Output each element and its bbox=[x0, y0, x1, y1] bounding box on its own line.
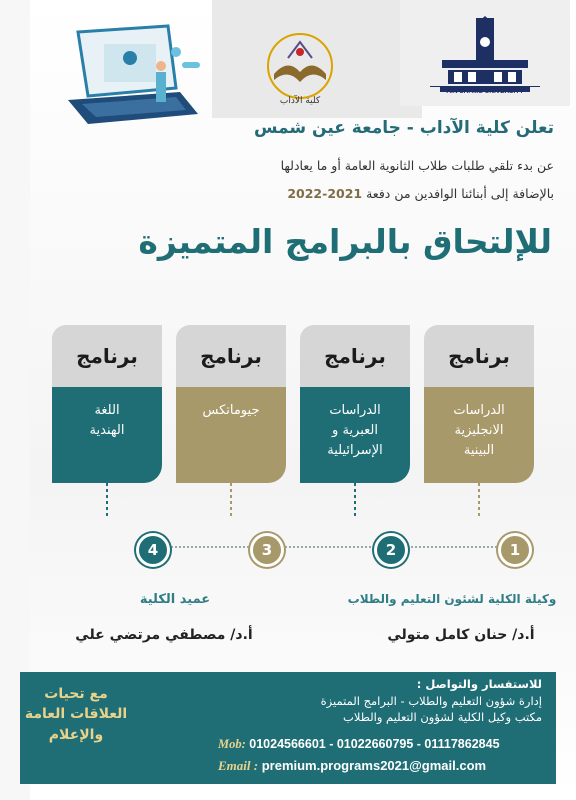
announcement-line-2 bbox=[154, 186, 554, 201]
program-name: الدراسات الانجليزية البينية bbox=[424, 387, 534, 483]
program-label: برنامج bbox=[176, 325, 286, 387]
mobile-numbers[interactable]: 01024566601 - 01022660795 - 01117862845 bbox=[249, 737, 500, 751]
intake-year: 2021-2022 bbox=[287, 186, 363, 201]
headline: للإلتحاق بالبرامج المتميزة bbox=[138, 222, 552, 261]
mobile-row bbox=[218, 737, 548, 752]
program-name: اللغة الهندية bbox=[52, 387, 162, 483]
university-logo-caption: AIN SHAMS UNIVERSITY bbox=[430, 86, 540, 95]
inquiry-heading: للاستفسار والتواصل : bbox=[416, 677, 542, 691]
email-label: Email : bbox=[218, 758, 259, 773]
step-number-1: 1 bbox=[498, 533, 532, 567]
program-card-1 bbox=[424, 325, 534, 527]
program-label: برنامج bbox=[52, 325, 162, 387]
announcement-title: تعلن كلية الآداب - جامعة عين شمس bbox=[253, 118, 554, 138]
step-number-4: 4 bbox=[136, 533, 170, 567]
pr-greeting: مع تحيات العلاقات العامة والإعلام bbox=[24, 686, 128, 743]
connector-line bbox=[345, 483, 365, 523]
mobile-label: Mob: bbox=[218, 737, 246, 751]
connector-line bbox=[469, 483, 489, 523]
contact-block bbox=[162, 676, 542, 726]
timeline-dots bbox=[282, 546, 382, 548]
connector-line bbox=[97, 483, 117, 523]
inquiry-line-2: مكتب وكيل الكلية لشؤون التعليم والطلاب bbox=[343, 710, 542, 725]
announcement-line-2-text: بالإضافة إلى أبنائنا الوافدين من دفعة bbox=[366, 186, 554, 201]
dean-name: أ.د/ مصطفي مرتضي علي bbox=[75, 627, 253, 643]
step-number-3: 3 bbox=[250, 533, 284, 567]
program-card-2 bbox=[300, 325, 410, 527]
vice-dean-title: وكيلة الكلية لشئون التعليم والطلاب bbox=[347, 592, 557, 606]
program-name: الدراسات العبرية و الإسرائيلية bbox=[300, 387, 410, 483]
program-label: برنامج bbox=[300, 325, 410, 387]
timeline-dots bbox=[160, 546, 260, 548]
email-address[interactable]: premium.programs2021@gmail.com bbox=[261, 758, 487, 773]
faculty-logo-caption: كلية الآداب bbox=[279, 96, 321, 106]
program-name: جيوماتكس bbox=[176, 387, 286, 483]
timeline-dots bbox=[404, 546, 504, 548]
vice-dean-name: أ.د/ حنان كامل متولي bbox=[387, 627, 535, 643]
connector-line bbox=[221, 483, 241, 523]
program-label: برنامج bbox=[424, 325, 534, 387]
program-card-3 bbox=[176, 325, 286, 527]
inquiry-line-1: إدارة شؤون التعليم والطلاب - البرامج المتميزة bbox=[320, 693, 542, 708]
step-number-2: 2 bbox=[374, 533, 408, 567]
laptop-illustration bbox=[58, 22, 208, 128]
email-row bbox=[218, 758, 548, 774]
dean-title: عميد الكلية bbox=[139, 592, 211, 607]
program-card-4 bbox=[52, 325, 162, 527]
announcement-line-1: عن بدء تلقي طلبات طلاب الثانوية العامة أو ما يعادلها bbox=[280, 158, 554, 173]
